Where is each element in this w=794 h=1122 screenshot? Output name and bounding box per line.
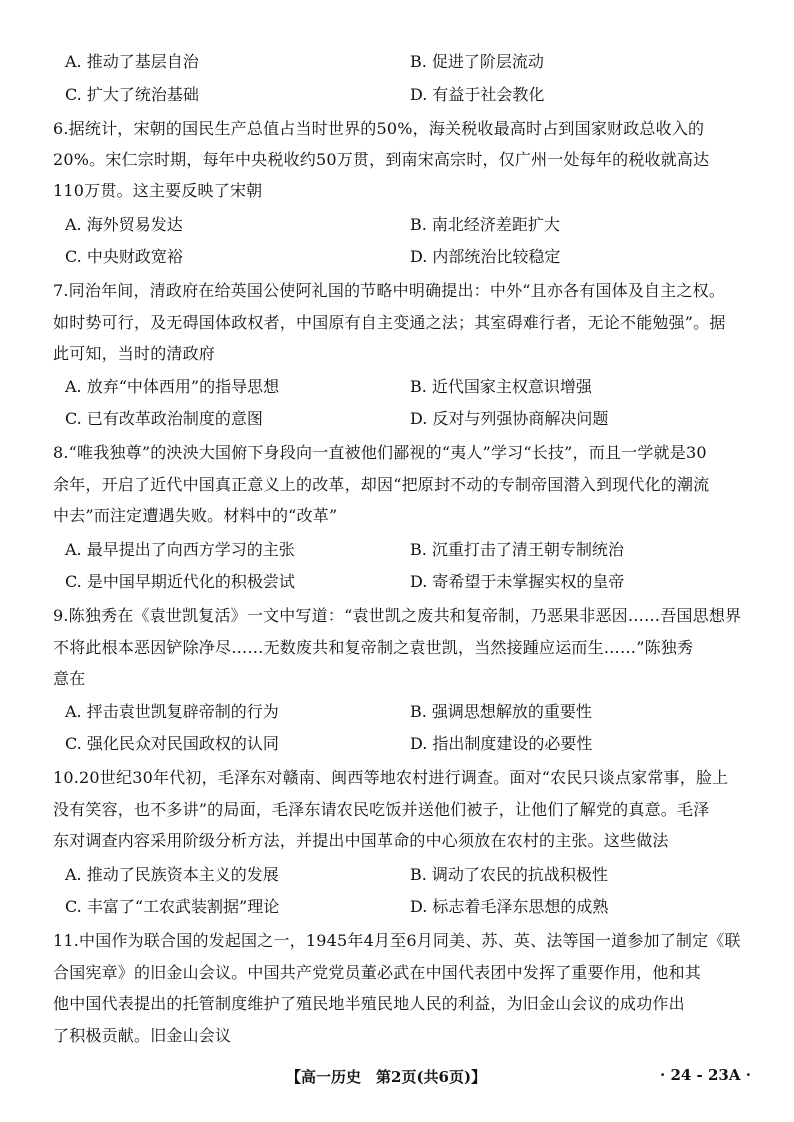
page-footer-title: 【高一历史 第2页(共6页)】 <box>286 1068 487 1086</box>
q8-stem-line-1: 8.“唯我独尊”的泱泱大国俯下身段向一直被他们鄙视的“夷人”学习“长技”，而且一学就是30 <box>53 443 707 462</box>
q7-option-a: A. 放弃“中体西用”的指导思想 <box>65 377 280 396</box>
q8-option-a: A. 最早提出了向西方学习的主张 <box>65 540 295 559</box>
q11-stem-line-1: 11.中国作为联合国的发起国之一，1945年4月至6月同美、苏、英、法等国一道参加了制定《联 <box>53 931 741 950</box>
q9-option-c: C. 强化民众对民国政权的认同 <box>65 734 279 753</box>
q10-stem-line-2: 没有笑容，也不多讲”的局面，毛泽东请农民吃饭并送他们被子，让他们了解党的真意。毛泽 <box>53 800 710 819</box>
q8-option-b: B. 沉重打击了清王朝专制统治 <box>410 540 624 559</box>
q8-stem-line-2: 余年，开启了近代中国真正意义上的改革，却因“把原封不动的专制帝国潜入到现代化的潮流 <box>53 475 710 494</box>
q10-option-a: A. 推动了民族资本主义的发展 <box>65 865 279 884</box>
q11-stem-line-3: 他中国代表提出的托管制度维护了殖民地半殖民地人民的利益，为旧金山会议的成功作出 <box>53 994 685 1013</box>
q7-option-b: B. 近代国家主权意识增强 <box>410 377 592 396</box>
q7-option-d: D. 反对与列强协商解决问题 <box>410 409 609 428</box>
q7-stem-line-2: 如时势可行，及无碍国体政权者，中国原有自主变通之法；其室碍难行者，无论不能勉强”。据 <box>53 313 726 332</box>
q6-stem-line-1: 6.据统计，宋朝的国民生产总值占当时世界的50%，海关税收最高时占到国家财政总收入的 <box>53 119 705 138</box>
q6-option-b: B. 南北经济差距扩大 <box>410 215 560 234</box>
q5-option-b: B. 促进了阶层流动 <box>410 52 544 71</box>
q10-stem-line-1: 10.20世纪30年代初，毛泽东对赣南、闽西等地农村进行调查。面对“农民只谈点家常事，脸上 <box>53 768 729 787</box>
q8-option-c: C. 是中国早期近代化的积极尝试 <box>65 572 295 591</box>
q6-option-d: D. 内部统治比较稳定 <box>410 247 561 266</box>
q11-stem-line-4: 了积极贡献。旧金山会议 <box>53 1026 232 1045</box>
q11-stem-line-2: 合国宪章》的旧金山会议。中国共产党党员董必武在中国代表团中发挥了重要作用，他和其 <box>53 963 702 982</box>
q9-option-a: A. 抨击袁世凯复辟帝制的行为 <box>65 702 279 721</box>
q9-option-b: B. 强调思想解放的重要性 <box>410 702 592 721</box>
q9-stem-line-1: 9.陈独秀在《袁世凯复活》一文中写道：“袁世凯之废共和复帝制，乃恶果非恶因……吾国思想界 <box>53 606 742 625</box>
q6-stem-line-3: 110万贯。这主要反映了宋朝 <box>53 181 263 200</box>
q10-option-d: D. 标志着毛泽东思想的成熟 <box>410 897 609 916</box>
q7-stem-line-3: 此可知，当时的清政府 <box>53 344 216 363</box>
q9-option-d: D. 指出制度建设的必要性 <box>410 734 593 753</box>
q7-option-c: C. 已有改革政治制度的意图 <box>65 409 263 428</box>
q6-option-c: C. 中央财政宽裕 <box>65 247 183 266</box>
q5-option-a: A. 推动了基层自治 <box>65 52 199 71</box>
q5-option-d: D. 有益于社会教化 <box>410 85 545 104</box>
q8-stem-line-3: 中去”而注定遭遇失败。材料中的“改革” <box>53 506 338 525</box>
q7-stem-line-1: 7.同治年间，清政府在给英国公使阿礼国的节略中明确提出：中外“且亦各有国体及自主之权。 <box>53 281 726 300</box>
q6-option-a: A. 海外贸易发达 <box>65 215 183 234</box>
q10-option-b: B. 调动了农民的抗战积极性 <box>410 865 608 884</box>
q8-option-d: D. 寄希望于未掌握实权的皇帝 <box>410 572 625 591</box>
q9-stem-line-3: 意在 <box>53 669 86 688</box>
q6-stem-line-2: 20%。宋仁宗时期，每年中央税收约50万贯，到南宋高宗时，仅广州一处每年的税收就高达 <box>53 150 710 169</box>
q10-stem-line-3: 东对调查内容采用阶级分析方法，并提出中国革命的中心须放在农村的主张。这些做法 <box>53 831 669 850</box>
q10-option-c: C. 丰富了“工农武装割据”理论 <box>65 897 280 916</box>
page-footer-code: · 24 - 23A · <box>660 1066 751 1084</box>
q5-option-c: C. 扩大了统治基础 <box>65 85 199 104</box>
q9-stem-line-2: 不将此根本恶因铲除净尽……无数废共和复帝制之袁世凯，当然接踵应运而生……”陈独秀 <box>53 638 694 657</box>
